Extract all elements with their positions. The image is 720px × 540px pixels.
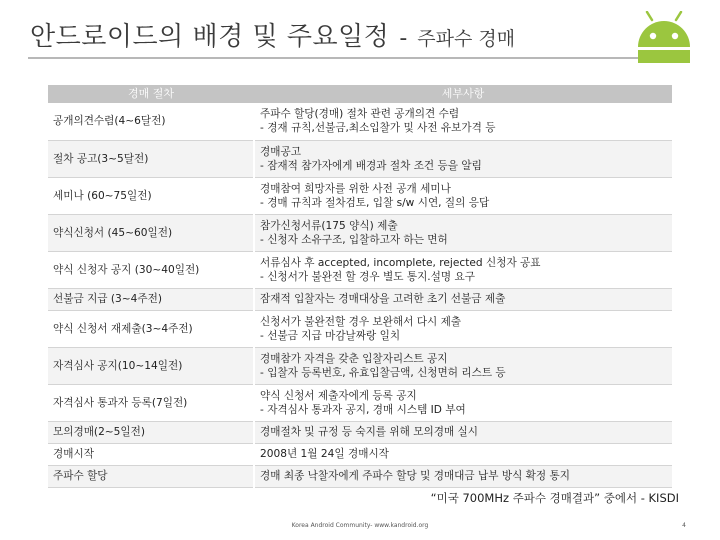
- detail-cell: [254, 177, 672, 214]
- table-row: [48, 288, 672, 310]
- detail-line: 경매 최종 낙찰자에게 주파수 할당 및 경매대금 납부 방식 확정 통지: [260, 470, 570, 482]
- step-cell: 공개의견수렴(4~6달전): [48, 103, 254, 140]
- detail-cell: [254, 421, 672, 443]
- page-number: 4: [682, 522, 686, 529]
- detail-cell: [254, 347, 672, 384]
- detail-line: 경매참가 자격을 갖춘 입찰자리스트 공지: [260, 352, 448, 365]
- table-row: [48, 465, 672, 487]
- step-cell: 선불금 지급 (3~4주전): [48, 288, 254, 310]
- detail-line: - 잠재적 참가자에게 배경과 절차 조건 등을 알림: [260, 159, 482, 172]
- step-cell: 주파수 할당: [48, 465, 254, 487]
- detail-line: - 자격심사 통과자 공지, 경매 시스템 ID 부여: [260, 403, 466, 416]
- detail-line: - 입찰자 등록번호, 유효입찰금액, 신청면허 리스트 등: [260, 366, 506, 379]
- detail-line: 2008년 1월 24일 경매시작: [260, 448, 389, 460]
- detail-line: 경매공고: [260, 145, 301, 158]
- footer-text: Korea Android Community- www.kandroid.org: [291, 522, 429, 529]
- detail-line: 참가신청서류(175 양식) 제출: [260, 219, 398, 232]
- title-underline: [28, 57, 690, 59]
- detail-line: 경매참여 희망자를 위한 사전 공개 세미나: [260, 182, 451, 195]
- title-subtitle: 주파수 경매: [417, 28, 516, 50]
- detail-cell: [254, 214, 672, 251]
- step-cell: 경매시작: [48, 443, 254, 465]
- detail-line: - 선불금 지급 마감날짜랑 일치: [260, 329, 401, 342]
- table-row: [48, 214, 672, 251]
- table-row: [48, 140, 672, 177]
- detail-line: - 신청서가 불완전 할 경우 별도 통지.설명 요구: [260, 270, 475, 283]
- table-row: [48, 443, 672, 465]
- detail-line: - 경재 규칙,선불금,최소입찰가 및 사전 유보가격 등: [260, 122, 496, 135]
- step-cell: 약식 신청서 재제출(3~4주전): [48, 310, 254, 347]
- step-cell: 모의경매(2~5일전): [48, 421, 254, 443]
- source-citation: “미국 700MHz 주파수 경매결과” 중에서 - KISDI: [430, 491, 679, 505]
- detail-cell: [254, 103, 672, 140]
- step-cell: 세미나 (60~75일전): [48, 177, 254, 214]
- slide-title: [30, 16, 515, 53]
- detail-line: 서류심사 후 accepted, incomplete, rejected 신청자 공표: [260, 256, 541, 269]
- detail-cell: [254, 310, 672, 347]
- step-cell: 자격심사 공지(10~14일전): [48, 347, 254, 384]
- step-cell: 자격심사 통과자 등록(7일전): [48, 384, 254, 421]
- detail-line: 신청서가 불완전할 경우 보완해서 다시 제출: [260, 315, 462, 328]
- title-main: 안드로이드의 배경 및 주요일정: [30, 22, 390, 52]
- detail-line: 약식 신청서 제출자에게 등록 공지: [260, 389, 417, 402]
- detail-line: - 경매 규칙과 절차검토, 입찰 s/w 시연, 질의 응답: [260, 196, 490, 209]
- detail-line: 경매절차 및 규정 등 숙지를 위해 모의경매 실시: [260, 426, 479, 438]
- detail-cell: [254, 288, 672, 310]
- title-separator: -: [399, 26, 408, 51]
- table-row: [48, 347, 672, 384]
- detail-cell: [254, 251, 672, 288]
- column-header-details: 세부사항: [254, 85, 672, 103]
- table-row: [48, 251, 672, 288]
- table-row: [48, 177, 672, 214]
- step-cell: 약식신청서 (45~60일전): [48, 214, 254, 251]
- table-header-row: [48, 85, 672, 103]
- table-row: [48, 384, 672, 421]
- auction-schedule-table: [48, 85, 672, 488]
- step-cell: 절차 공고(3~5달전): [48, 140, 254, 177]
- detail-line: 주파수 할당(경매) 절차 관련 공개의견 수렴: [260, 108, 460, 121]
- detail-cell: [254, 140, 672, 177]
- table-row: [48, 103, 672, 140]
- step-cell: 약식 신청자 공지 (30~40일전): [48, 251, 254, 288]
- detail-line: 잠재적 입찰자는 경매대상을 고려한 초기 선불금 제출: [260, 293, 506, 305]
- table-row: [48, 421, 672, 443]
- detail-line: - 신청자 소유구조, 입찰하고자 하는 면허: [260, 233, 448, 246]
- android-robot-icon: [632, 11, 696, 63]
- detail-cell: [254, 384, 672, 421]
- table-row: [48, 310, 672, 347]
- detail-cell: [254, 443, 672, 465]
- detail-cell: [254, 465, 672, 487]
- column-header-step: 경매 절차: [48, 85, 254, 103]
